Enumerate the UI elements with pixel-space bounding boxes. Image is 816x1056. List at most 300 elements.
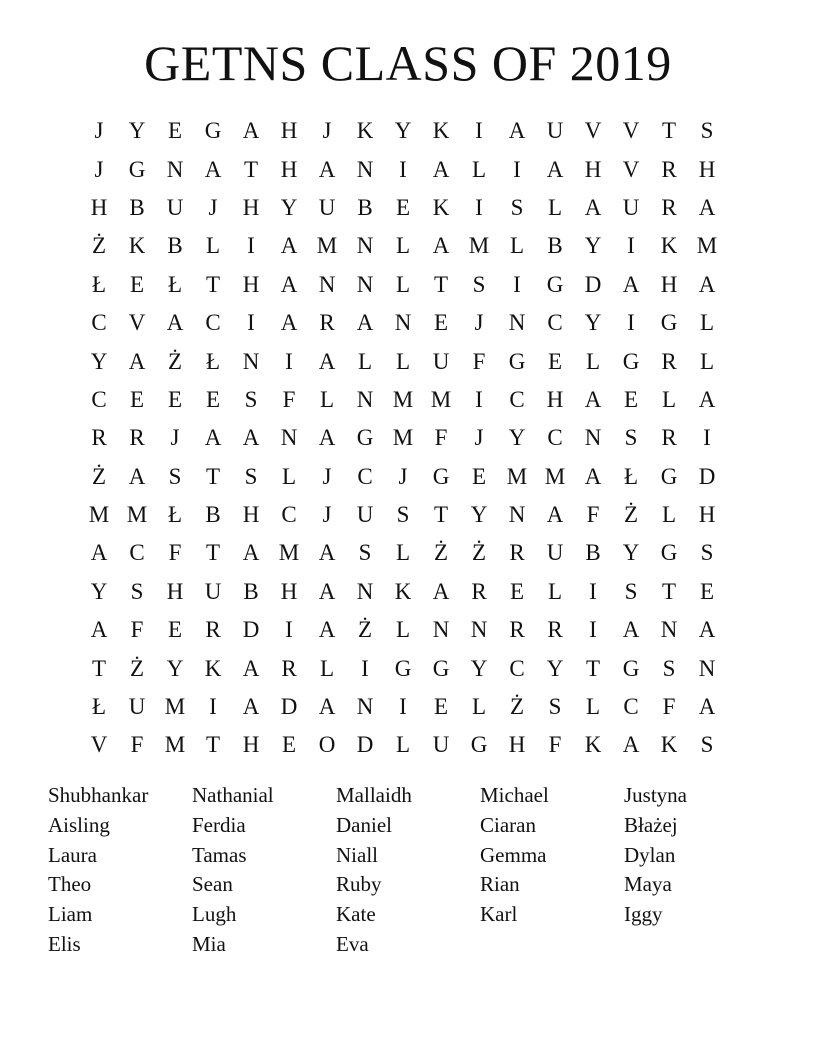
grid-letter: M [392, 386, 414, 412]
grid-letter: S [624, 578, 638, 604]
grid-letter: R [661, 348, 677, 374]
grid-letter: L [395, 233, 411, 259]
grid-letter: G [660, 463, 678, 489]
grid-letter: Y [622, 540, 640, 566]
grid-letter: N [280, 425, 298, 451]
word-list-item: Mia [192, 931, 226, 956]
grid-letter: T [661, 578, 677, 604]
grid-letter: S [168, 463, 182, 489]
grid-letter: L [471, 156, 487, 182]
grid-letter: I [627, 233, 635, 259]
grid-letter: Ż [91, 233, 107, 259]
grid-letter: C [281, 502, 297, 528]
word-list-item: Lugh [192, 902, 237, 927]
word-list-item: Justyna [624, 783, 687, 807]
grid-letter: F [548, 732, 562, 758]
grid-letter: A [166, 310, 184, 336]
grid-letter: T [585, 655, 601, 681]
grid-letter: O [318, 732, 336, 758]
grid-letter: L [661, 502, 677, 528]
grid-letter: L [319, 655, 335, 681]
grid-letter: C [547, 425, 563, 451]
grid-letter: N [356, 578, 374, 604]
grid-letter: S [472, 271, 486, 297]
grid-letter: C [623, 694, 639, 720]
grid-letter: E [167, 118, 183, 144]
grid-letter: R [129, 425, 145, 451]
grid-letter: M [164, 694, 186, 720]
grid-letter: T [205, 463, 221, 489]
word-list-item: Eva [336, 931, 369, 956]
grid-letter: E [509, 578, 525, 604]
grid-letter: U [318, 194, 336, 220]
grid-letter: J [398, 463, 408, 489]
grid-letter: L [699, 310, 715, 336]
grid-letter: K [128, 233, 146, 259]
grid-letter: I [247, 310, 255, 336]
grid-letter: S [700, 118, 714, 144]
grid-letter: A [242, 425, 260, 451]
grid-letter: K [432, 118, 450, 144]
grid-letter: I [247, 233, 255, 259]
grid-letter: L [205, 233, 221, 259]
grid-letter: I [475, 194, 483, 220]
grid-letter: R [471, 578, 487, 604]
grid-letter: H [242, 502, 260, 528]
grid-letter: Ł [167, 271, 183, 297]
word-list-column [480, 781, 624, 960]
grid-letter: K [584, 732, 602, 758]
grid-letter: N [356, 386, 374, 412]
grid-letter: L [357, 348, 373, 374]
grid-letter: U [204, 578, 222, 604]
grid-letter: T [661, 118, 677, 144]
grid-letter: S [130, 578, 144, 604]
grid-letter: C [205, 310, 221, 336]
word-list-item: Elis [48, 931, 81, 956]
grid-letter: N [470, 617, 488, 643]
grid-letter: T [91, 655, 107, 681]
grid-letter: F [130, 617, 144, 643]
grid-letter: H [584, 156, 602, 182]
grid-letter: A [318, 156, 336, 182]
grid-letter: E [699, 578, 715, 604]
word-list-item: Gemma [480, 842, 547, 867]
word-list-item: Sean [192, 872, 233, 897]
grid-letter: G [394, 655, 412, 681]
word-list-item: Rian [480, 872, 520, 897]
grid-letter: I [285, 348, 293, 374]
grid-letter: N [356, 694, 374, 720]
grid-letter: S [662, 655, 676, 681]
grid-letter: A [204, 425, 222, 451]
grid-letter: S [624, 425, 638, 451]
grid-letter: Y [470, 502, 488, 528]
grid-letter: Ż [357, 617, 373, 643]
grid-letter: R [281, 655, 297, 681]
page-title: GETNS CLASS OF 2019 [144, 35, 672, 91]
grid-letter: A [698, 386, 716, 412]
grid-letter: J [322, 463, 332, 489]
grid-letter: K [204, 655, 222, 681]
grid-letter: A [280, 233, 298, 259]
grid-letter: S [510, 194, 524, 220]
grid-letter: D [584, 271, 602, 297]
grid-letter: F [586, 502, 600, 528]
grid-letter: M [88, 502, 110, 528]
grid-letter: Y [584, 233, 602, 259]
grid-letter: L [509, 233, 525, 259]
grid-letter: C [357, 463, 373, 489]
grid-letter: R [205, 617, 221, 643]
grid-letter: U [546, 118, 564, 144]
grid-letter: R [91, 425, 107, 451]
grid-letter: Y [394, 118, 412, 144]
grid-letter: E [129, 271, 145, 297]
grid-letter: E [281, 732, 297, 758]
grid-letter: L [661, 386, 677, 412]
grid-letter: T [433, 502, 449, 528]
word-list [48, 781, 768, 960]
grid-letter: G [622, 655, 640, 681]
grid-letter: L [585, 348, 601, 374]
word-list-item: Karl [480, 902, 518, 927]
grid-letter: M [126, 502, 148, 528]
grid-letter: Ł [623, 463, 639, 489]
grid-letter: Ż [433, 540, 449, 566]
grid-letter: N [698, 655, 716, 681]
word-list-item: Iggy [624, 902, 663, 927]
grid-letter: A [698, 194, 716, 220]
word-list-item: Liam [48, 902, 93, 927]
grid-letter: N [356, 233, 374, 259]
grid-letter: T [205, 540, 221, 566]
grid-letter: T [243, 156, 259, 182]
grid-letter: Y [90, 348, 108, 374]
grid-letter: N [394, 310, 412, 336]
grid-letter: J [94, 118, 104, 144]
grid-letter: S [244, 386, 258, 412]
grid-letter: F [282, 386, 296, 412]
grid-letter: H [166, 578, 184, 604]
grid-letter: N [660, 617, 678, 643]
grid-letter: A [280, 271, 298, 297]
grid-letter: I [285, 617, 293, 643]
grid-letter: G [356, 425, 374, 451]
grid-letter: C [91, 386, 107, 412]
grid-letter: V [622, 118, 640, 144]
grid-letter: H [242, 271, 260, 297]
grid-letter: S [358, 540, 372, 566]
grid-letter: L [395, 540, 411, 566]
grid-letter: R [509, 540, 525, 566]
grid-letter: A [698, 617, 716, 643]
grid-letter: A [508, 118, 526, 144]
grid-letter: C [509, 386, 525, 412]
grid-letter: I [703, 425, 711, 451]
grid-letter: Y [546, 655, 564, 681]
grid-letter: J [322, 502, 332, 528]
grid-letter: I [513, 271, 521, 297]
grid-letter: M [392, 425, 414, 451]
grid-letter: H [546, 386, 564, 412]
grid-letter: J [474, 425, 484, 451]
grid-letter: E [471, 463, 487, 489]
grid-letter: V [128, 310, 146, 336]
grid-letter: A [318, 617, 336, 643]
grid-letter: A [622, 617, 640, 643]
grid-letter: L [319, 386, 335, 412]
grid-letter: I [513, 156, 521, 182]
grid-letter: A [698, 694, 716, 720]
grid-letter: C [91, 310, 107, 336]
grid-letter: B [547, 233, 563, 259]
word-list-item: Nathanial [192, 783, 274, 807]
grid-letter: A [356, 310, 374, 336]
grid-letter: K [660, 233, 678, 259]
grid-letter: A [242, 694, 260, 720]
grid-letter: N [508, 310, 526, 336]
grid-letter: E [623, 386, 639, 412]
grid-letter: H [698, 156, 716, 182]
grid-letter: J [94, 156, 104, 182]
grid-letter: E [433, 310, 449, 336]
grid-letter: S [548, 694, 562, 720]
grid-letter: J [322, 118, 332, 144]
word-list-item: Aisling [48, 812, 110, 837]
grid-letter: U [432, 348, 450, 374]
grid-letter: K [660, 732, 678, 758]
grid-letter: V [622, 156, 640, 182]
grid-letter: M [278, 540, 300, 566]
grid-letter: I [475, 118, 483, 144]
grid-letter: H [280, 156, 298, 182]
word-search-grid [80, 112, 726, 765]
grid-letter: T [205, 732, 221, 758]
grid-letter: E [547, 348, 563, 374]
grid-letter: G [128, 156, 146, 182]
grid-letter: K [394, 578, 412, 604]
grid-letter: A [90, 617, 108, 643]
grid-letter: G [204, 118, 222, 144]
grid-letter: F [662, 694, 676, 720]
grid-letter: L [547, 578, 563, 604]
grid-letter: E [395, 194, 411, 220]
grid-letter: A [318, 578, 336, 604]
word-list-item: Theo [48, 872, 92, 897]
grid-letter: R [661, 156, 677, 182]
grid-letter: I [589, 578, 597, 604]
grid-letter: E [129, 386, 145, 412]
grid-letter: U [128, 694, 146, 720]
grid-letter: K [356, 118, 374, 144]
grid-letter: A [622, 732, 640, 758]
grid-letter: M [506, 463, 528, 489]
grid-letter: N [356, 156, 374, 182]
word-list-item: Mallaidh [336, 783, 412, 807]
grid-letter: L [547, 194, 563, 220]
grid-letter: A [242, 655, 260, 681]
grid-letter: F [434, 425, 448, 451]
grid-letter: A [128, 348, 146, 374]
word-list-item: Maya [624, 872, 672, 897]
grid-letter: Ł [205, 348, 221, 374]
grid-letter: N [242, 348, 260, 374]
grid-letter: D [280, 694, 298, 720]
grid-letter: D [356, 732, 374, 758]
word-list-item: Shubhankar [48, 783, 149, 807]
grid-letter: N [584, 425, 602, 451]
grid-letter: G [432, 463, 450, 489]
grid-letter: M [316, 233, 338, 259]
grid-letter: A [318, 540, 336, 566]
grid-letter: Ż [129, 655, 145, 681]
grid-letter: E [205, 386, 221, 412]
grid-letter: L [585, 694, 601, 720]
word-list-item: Daniel [336, 812, 392, 837]
word-list-item: Tamas [192, 842, 247, 867]
grid-letter: M [696, 233, 718, 259]
grid-letter: L [395, 348, 411, 374]
grid-letter: Ż [91, 463, 107, 489]
grid-letter: L [395, 271, 411, 297]
grid-letter: A [242, 118, 260, 144]
grid-letter: M [544, 463, 566, 489]
word-list-item: Laura [48, 842, 97, 867]
grid-letter: G [546, 271, 564, 297]
grid-letter: I [399, 694, 407, 720]
grid-letter: S [700, 540, 714, 566]
word-list-item: Błażej [624, 812, 678, 837]
word-list-column [336, 781, 480, 960]
grid-letter: H [242, 194, 260, 220]
grid-letter: A [280, 310, 298, 336]
grid-letter: B [205, 502, 221, 528]
grid-letter: J [474, 310, 484, 336]
grid-letter: C [547, 310, 563, 336]
grid-letter: Ż [167, 348, 183, 374]
grid-letter: U [432, 732, 450, 758]
grid-letter: S [396, 502, 410, 528]
grid-letter: G [470, 732, 488, 758]
grid-letter: Y [90, 578, 108, 604]
grid-letter: A [698, 271, 716, 297]
grid-letter: Y [508, 425, 526, 451]
grid-letter: H [280, 118, 298, 144]
grid-letter: N [508, 502, 526, 528]
grid-letter: U [546, 540, 564, 566]
grid-letter: T [433, 271, 449, 297]
grid-letter: A [584, 194, 602, 220]
grid-letter: E [167, 386, 183, 412]
grid-letter: Ż [471, 540, 487, 566]
grid-letter: I [361, 655, 369, 681]
grid-letter: L [699, 348, 715, 374]
grid-letter: F [472, 348, 486, 374]
grid-letter: V [90, 732, 108, 758]
grid-letter: A [432, 578, 450, 604]
grid-letter: Ż [623, 502, 639, 528]
word-list-item: Michael [480, 783, 549, 807]
word-list-item: Ciaran [480, 812, 536, 837]
grid-letter: M [468, 233, 490, 259]
grid-letter: K [432, 194, 450, 220]
grid-letter: B [357, 194, 373, 220]
grid-letter: B [243, 578, 259, 604]
grid-letter: A [90, 540, 108, 566]
grid-letter: S [700, 732, 714, 758]
grid-letter: I [627, 310, 635, 336]
grid-letter: A [318, 425, 336, 451]
grid-letter: L [395, 732, 411, 758]
word-list-column [192, 781, 336, 960]
word-list-item: Ruby [336, 872, 382, 897]
word-list-column [624, 781, 768, 960]
grid-letter: M [430, 386, 452, 412]
grid-letter: N [166, 156, 184, 182]
grid-letter: R [661, 194, 677, 220]
grid-letter: B [585, 540, 601, 566]
grid-letter: L [471, 694, 487, 720]
grid-letter: H [90, 194, 108, 220]
grid-letter: A [432, 233, 450, 259]
grid-letter: A [128, 463, 146, 489]
grid-letter: R [661, 425, 677, 451]
word-list-column [48, 781, 192, 960]
grid-letter: F [130, 732, 144, 758]
word-list-item: Kate [336, 902, 376, 927]
grid-letter: M [164, 732, 186, 758]
grid-letter: N [432, 617, 450, 643]
grid-letter: S [244, 463, 258, 489]
grid-letter: B [167, 233, 183, 259]
grid-letter: H [660, 271, 678, 297]
word-list-item: Niall [336, 842, 378, 867]
grid-letter: F [168, 540, 182, 566]
grid-letter: R [319, 310, 335, 336]
grid-letter: E [433, 694, 449, 720]
grid-letter: A [432, 156, 450, 182]
grid-letter: J [208, 194, 218, 220]
grid-letter: Y [128, 118, 146, 144]
grid-letter: H [698, 502, 716, 528]
grid-letter: L [395, 617, 411, 643]
word-list-item: Dylan [624, 842, 676, 867]
grid-letter: D [698, 463, 716, 489]
grid-letter: A [318, 694, 336, 720]
grid-letter: A [584, 463, 602, 489]
grid-letter: G [508, 348, 526, 374]
grid-letter: B [129, 194, 145, 220]
grid-letter: A [584, 386, 602, 412]
grid-letter: I [475, 386, 483, 412]
word-list-item: Ferdia [192, 812, 246, 837]
grid-letter: N [318, 271, 336, 297]
grid-letter: A [622, 271, 640, 297]
grid-letter: T [205, 271, 221, 297]
grid-letter: I [209, 694, 217, 720]
grid-letter: H [508, 732, 526, 758]
grid-letter: Y [584, 310, 602, 336]
grid-letter: Y [166, 655, 184, 681]
grid-letter: A [204, 156, 222, 182]
grid-letter: I [399, 156, 407, 182]
grid-letter: I [589, 617, 597, 643]
grid-letter: H [242, 732, 260, 758]
grid-letter: C [129, 540, 145, 566]
grid-letter: E [167, 617, 183, 643]
grid-letter: G [432, 655, 450, 681]
